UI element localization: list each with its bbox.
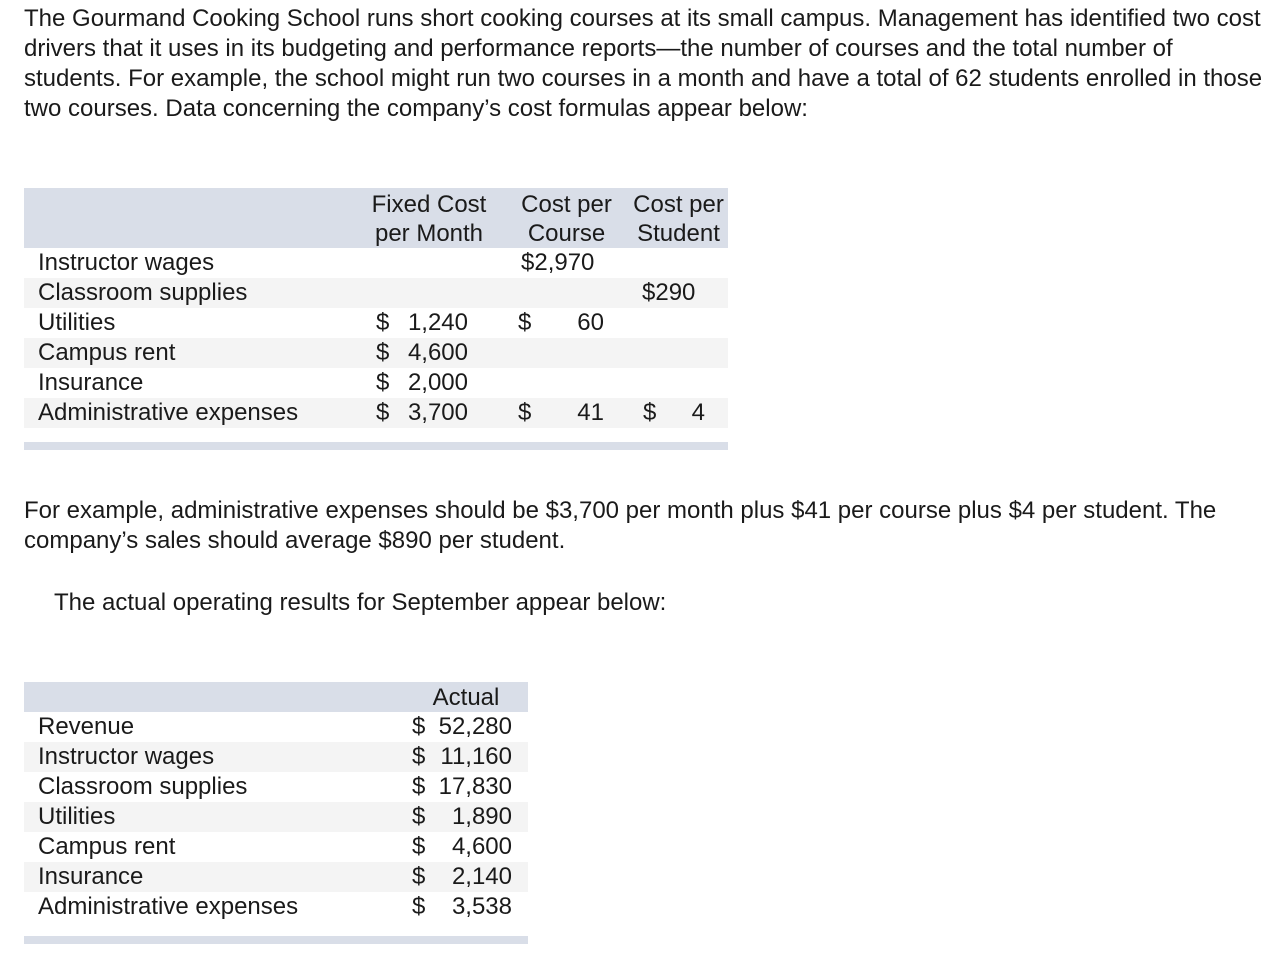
actual-results-table — [24, 682, 528, 944]
actual-value-cell: $ 2,140 — [404, 862, 528, 892]
cost-per-student-cell — [629, 308, 728, 338]
table-row — [24, 368, 728, 398]
row-label: Administrative expenses — [38, 893, 299, 920]
table-row — [24, 772, 528, 802]
row-label: Administrative expenses — [24, 398, 354, 428]
row-label: Utilities — [38, 309, 116, 336]
row-label: Instructor wages — [38, 249, 215, 276]
table-row — [24, 248, 728, 278]
row-label: Campus rent — [38, 833, 176, 860]
table-row — [24, 398, 728, 428]
cost-per-student-cell: $290 — [629, 278, 728, 308]
table-row — [24, 308, 728, 338]
table-row — [24, 742, 528, 772]
cost-per-course-cell — [504, 368, 629, 398]
cost-per-student-cell: $ 4 — [629, 398, 728, 428]
cost-per-course-cell: $ 41 — [504, 398, 629, 428]
header-actual: Actual — [404, 682, 528, 712]
table-footer-bar — [24, 442, 728, 450]
table-row — [24, 338, 728, 368]
table-row — [24, 862, 528, 892]
actual-value-cell: $ 3,538 — [412, 893, 512, 920]
cost-per-student-cell — [629, 338, 728, 368]
table-footer-bar — [24, 936, 528, 944]
actual-value-cell: $ 4,600 — [412, 833, 512, 860]
intro-paragraph: The Gourmand Cooking School runs short cooking courses at its small campus. Management has identified two cost drivers that it uses in its budgeting and performance reports—the number of courses and the total number of students. For example, the school might run two courses in a month and have a total of 62 students enrolled in those two courses. Data concerning the company’s cost formulas appear below: — [24, 5, 1263, 122]
actual-value-cell: $ 17,830 — [412, 773, 512, 800]
header-blank — [24, 682, 404, 712]
example-paragraph: For example, administrative expenses should be $3,700 per month plus $41 per course plus $4 per student. The company’s sales should average $890 per student. — [24, 497, 1217, 554]
fixed-cost-cell: $ 2,000 — [376, 369, 468, 396]
row-label: Classroom supplies — [38, 773, 248, 800]
row-label: Insurance — [38, 369, 144, 396]
fixed-cost-cell: $ 4,600 — [354, 338, 504, 368]
cost-per-course-cell: $ 60 — [518, 309, 604, 336]
actual-value-cell: $ 1,890 — [404, 802, 528, 832]
cost-formulas-header-row — [24, 188, 728, 248]
row-label: Classroom supplies — [24, 278, 354, 308]
table-spacer — [24, 922, 528, 936]
cost-per-course-cell — [504, 278, 629, 308]
table-spacer — [24, 428, 728, 442]
cost-per-course-cell: $2,970 — [521, 249, 595, 276]
header-cost-per-student: Cost per Student — [629, 188, 728, 248]
table-row — [24, 278, 728, 308]
cost-per-student-cell — [629, 368, 728, 398]
actual-results-intro: The actual operating results for September appear below: — [54, 589, 667, 616]
header-fixed-cost: Fixed Cost per Month — [354, 188, 504, 248]
row-label: Utilities — [24, 802, 404, 832]
row-label: Revenue — [38, 713, 135, 740]
actual-value-cell: $ 52,280 — [412, 713, 512, 740]
cost-formulas-table — [24, 188, 728, 450]
row-label: Campus rent — [24, 338, 354, 368]
table-row — [24, 802, 528, 832]
fixed-cost-cell: $ 3,700 — [354, 398, 504, 428]
cost-per-student-cell — [629, 248, 728, 278]
table-row — [24, 892, 528, 922]
fixed-cost-cell: $ 1,240 — [376, 309, 468, 336]
actual-results-header-row — [24, 682, 528, 712]
actual-value-cell: $ 11,160 — [404, 742, 528, 772]
header-cost-per-course: Cost per Course — [504, 188, 629, 248]
fixed-cost-cell — [354, 248, 504, 278]
header-blank — [24, 188, 354, 248]
fixed-cost-cell — [354, 278, 504, 308]
row-label: Instructor wages — [24, 742, 404, 772]
table-row — [24, 832, 528, 862]
cost-per-course-cell — [504, 338, 629, 368]
row-label: Insurance — [24, 862, 404, 892]
table-row — [24, 712, 528, 742]
